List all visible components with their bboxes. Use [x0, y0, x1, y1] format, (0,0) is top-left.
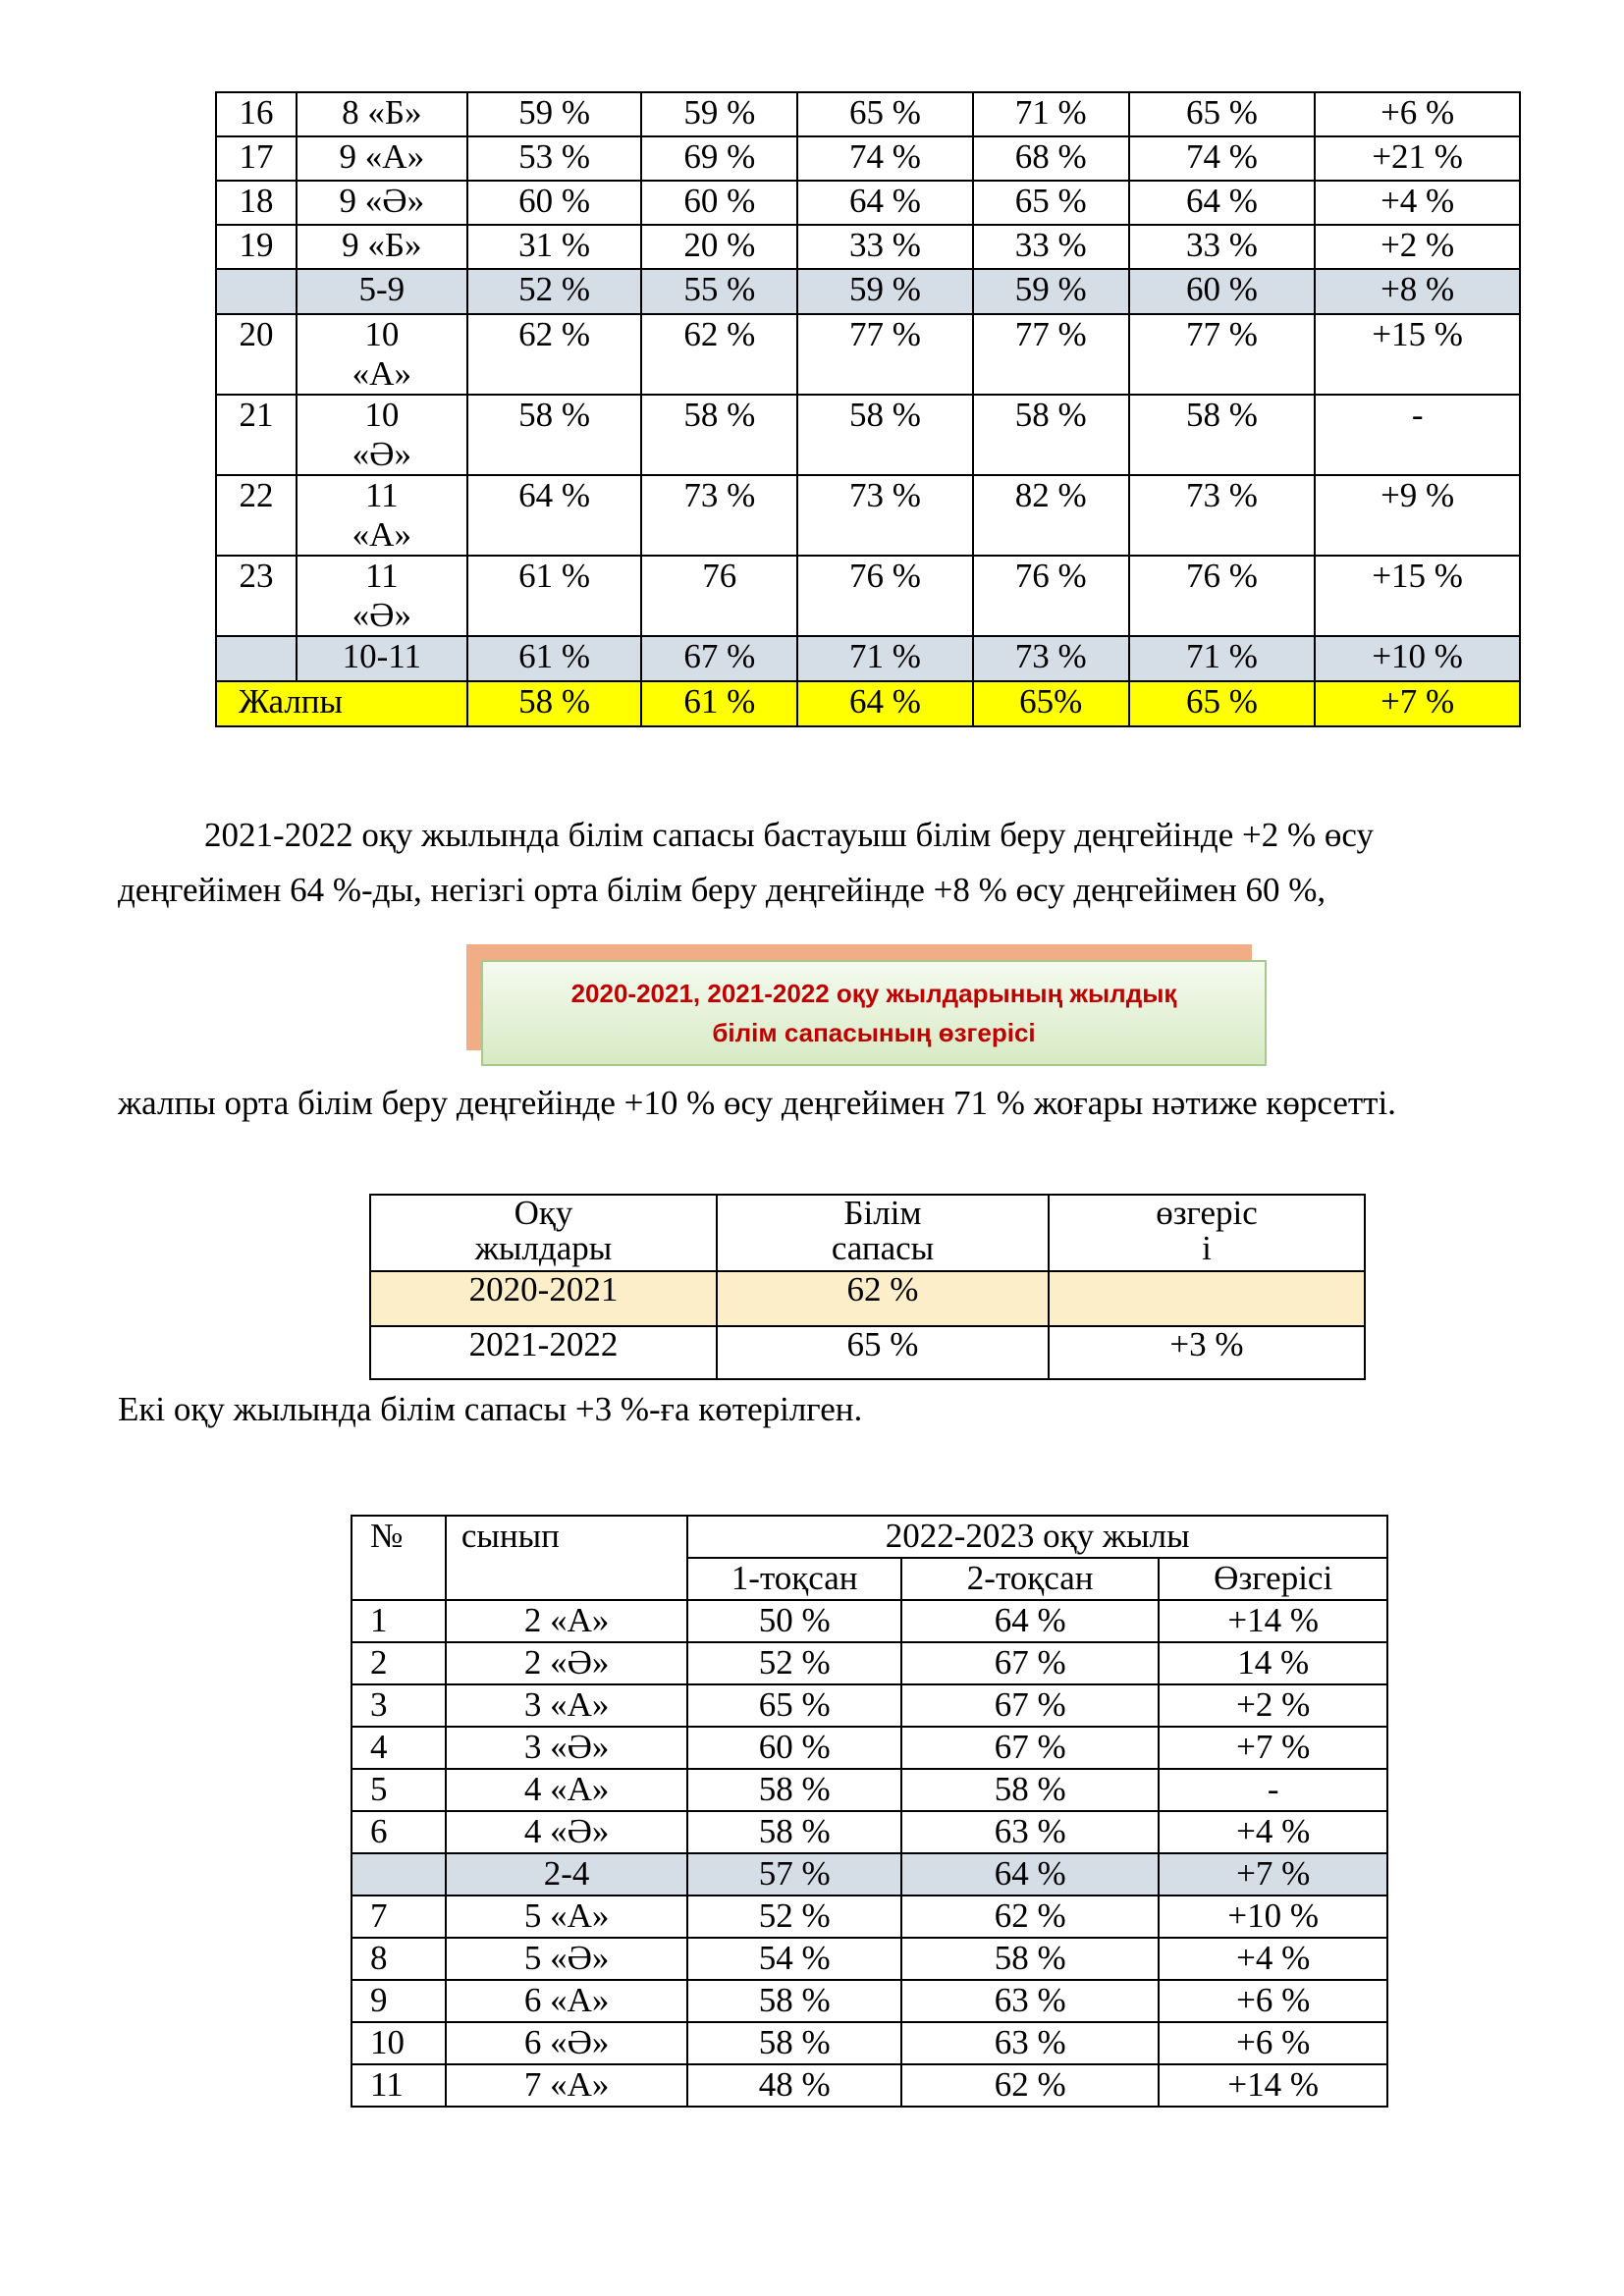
table-cell: 17	[216, 136, 297, 181]
table-cell: 14 %	[1159, 1642, 1387, 1684]
table-cell	[216, 636, 297, 681]
table-cell: 73 %	[973, 636, 1129, 681]
table-cell: -	[1315, 395, 1520, 475]
summary-line-2: деңгейімен 64 %-ды, негізгі орта білім беру деңгейінде +8 % өсу деңгейімен 60 %,	[118, 871, 1326, 909]
table-cell: 8	[352, 1938, 446, 1980]
table-row	[216, 475, 1520, 556]
table-row	[352, 1980, 1387, 2022]
table-cell: 60 %	[467, 181, 642, 225]
table-cell: 5 «Ә»	[446, 1938, 688, 1980]
table-cell: 64 %	[467, 475, 642, 556]
table-cell: 58 %	[1129, 395, 1316, 475]
table-cell: 2 «Ә»	[446, 1642, 688, 1684]
table-cell: 69 %	[641, 136, 797, 181]
table-cell: 9	[352, 1980, 446, 2022]
table-cell: 61 %	[641, 681, 797, 726]
table-cell: 58 %	[973, 395, 1129, 475]
table-row	[216, 314, 1520, 395]
table-cell: 71 %	[973, 92, 1129, 136]
table-cell: 61 %	[467, 636, 642, 681]
table-cell: 9 «Б»	[297, 225, 467, 269]
table-cell: 3 «Ә»	[446, 1727, 688, 1769]
table-cell: 71 %	[797, 636, 973, 681]
table-cell: 7 «А»	[446, 2064, 688, 2107]
subtotal-row	[216, 269, 1520, 314]
table-cell: 5 «А»	[446, 1896, 688, 1938]
table-cell: +14 %	[1159, 2064, 1387, 2107]
table-cell: 59 %	[467, 92, 642, 136]
table-row	[352, 1684, 1387, 1727]
table-cell: 60 %	[687, 1727, 901, 1769]
table-cell: 33 %	[1129, 225, 1316, 269]
table-cell: 77 %	[797, 314, 973, 395]
table-cell: 82 %	[973, 475, 1129, 556]
table-cell: 33 %	[797, 225, 973, 269]
table-cell	[352, 1853, 446, 1896]
table-cell	[1049, 1271, 1365, 1326]
table-cell: 73 %	[641, 475, 797, 556]
table-cell: 3	[352, 1684, 446, 1727]
table-cell: 65 %	[1129, 681, 1316, 726]
table-cell: 4 «А»	[446, 1769, 688, 1811]
table-cell: 5-9	[297, 269, 467, 314]
table-cell: 76 %	[1129, 556, 1316, 636]
header-change: өзгеріс і	[1049, 1195, 1365, 1271]
table-cell: 59 %	[973, 269, 1129, 314]
table-cell	[216, 269, 297, 314]
header-number: №	[352, 1516, 446, 1600]
chart-title-callout	[481, 960, 1267, 1066]
table-row	[352, 1600, 1387, 1642]
summary-paragraph-3: Екі оқу жылында білім сапасы +3 %-ға көтерілген.	[118, 1390, 863, 1428]
table-cell: 9 «А»	[297, 136, 467, 181]
table-cell: 64 %	[797, 681, 973, 726]
table-cell: 10	[352, 2022, 446, 2064]
table-cell: 52 %	[687, 1642, 901, 1684]
quality-table-grades-8-11	[215, 91, 1521, 727]
table-cell: 58 %	[901, 1938, 1159, 1980]
header-class: сынып	[446, 1516, 688, 1600]
table-cell: 61 %	[467, 556, 642, 636]
table-cell: 11 «А»	[297, 475, 467, 556]
table-cell: 73 %	[1129, 475, 1316, 556]
table-row	[352, 1896, 1387, 1938]
table-cell: 10-11	[297, 636, 467, 681]
table-cell: 58 %	[641, 395, 797, 475]
table-cell: 23	[216, 556, 297, 636]
subtotal-row	[216, 636, 1520, 681]
table-cell: +8 %	[1315, 269, 1520, 314]
table-row	[216, 136, 1520, 181]
table-row	[216, 556, 1520, 636]
table-cell: 58 %	[687, 1769, 901, 1811]
table-cell: 1	[352, 1600, 446, 1642]
table-row	[352, 1811, 1387, 1853]
table-cell: 62 %	[717, 1271, 1049, 1326]
table-cell: 76 %	[797, 556, 973, 636]
table-cell: 67 %	[901, 1684, 1159, 1727]
table-cell: 64 %	[901, 1853, 1159, 1896]
table-cell: 6 «А»	[446, 1980, 688, 2022]
callout-line-2: білім сапасының өзгерісі	[712, 1018, 1036, 1047]
table-cell: 18	[216, 181, 297, 225]
table-cell: 2-4	[446, 1853, 688, 1896]
table-row	[352, 1938, 1387, 1980]
table-cell: 2 «А»	[446, 1600, 688, 1642]
table-cell: +10 %	[1159, 1896, 1387, 1938]
table-cell: +15 %	[1315, 314, 1520, 395]
table-cell: 58 %	[467, 395, 642, 475]
subtotal-row	[352, 1853, 1387, 1896]
quarterly-quality-table	[351, 1515, 1388, 2108]
table-cell: 59 %	[641, 92, 797, 136]
table-cell: 63 %	[901, 1980, 1159, 2022]
table-cell: 64 %	[1129, 181, 1316, 225]
table-cell: 58 %	[687, 1980, 901, 2022]
table-cell: 57 %	[687, 1853, 901, 1896]
table-cell: 4	[352, 1727, 446, 1769]
table-cell: 31 %	[467, 225, 642, 269]
table-cell: 16	[216, 92, 297, 136]
table-cell: Жалпы	[216, 681, 467, 726]
table-cell: 3 «А»	[446, 1684, 688, 1727]
table-cell: 4 «Ә»	[446, 1811, 688, 1853]
table-cell: +6 %	[1159, 1980, 1387, 2022]
table-cell: 7	[352, 1896, 446, 1938]
table-cell: 65 %	[973, 181, 1129, 225]
table-row	[370, 1326, 1365, 1379]
table-cell: 76 %	[973, 556, 1129, 636]
table-cell: 8 «Б»	[297, 92, 467, 136]
table-cell: 63 %	[901, 2022, 1159, 2064]
table-cell: +2 %	[1315, 225, 1520, 269]
header-year: 2022-2023 оқу жылы	[687, 1516, 1387, 1558]
table-cell: +7 %	[1159, 1853, 1387, 1896]
callout-line-1: 2020-2021, 2021-2022 оқу жылдарының жылдық	[570, 979, 1177, 1008]
table-cell: 62 %	[901, 1896, 1159, 1938]
table-cell: 58 %	[467, 681, 642, 726]
table-cell: 77 %	[1129, 314, 1316, 395]
table-cell: 65 %	[717, 1326, 1049, 1379]
table-row	[352, 2064, 1387, 2107]
table-cell: +3 %	[1049, 1326, 1365, 1379]
table-cell: +21 %	[1315, 136, 1520, 181]
table-cell: 58 %	[901, 1769, 1159, 1811]
summary-paragraph-1	[118, 808, 1542, 918]
table-cell: 65 %	[797, 92, 973, 136]
header-quarter-2: 2-тоқсан	[901, 1558, 1159, 1600]
table-cell: +2 %	[1159, 1684, 1387, 1727]
header-change: Өзгерісі	[1159, 1558, 1387, 1600]
table-cell: 62 %	[641, 314, 797, 395]
table-cell: +4 %	[1159, 1938, 1387, 1980]
table-cell: 10 «А»	[297, 314, 467, 395]
table-cell: +9 %	[1315, 475, 1520, 556]
table-cell: 65%	[973, 681, 1129, 726]
summary-line-1: 2021-2022 оқу жылында білім сапасы бастауыш білім беру деңгейінде +2 % өсу	[204, 816, 1374, 854]
table-row	[216, 92, 1520, 136]
table-cell: 60 %	[1129, 269, 1316, 314]
table-cell: 67 %	[901, 1727, 1159, 1769]
table-cell: +7 %	[1159, 1727, 1387, 1769]
table-cell: -	[1159, 1769, 1387, 1811]
table-cell: 77 %	[973, 314, 1129, 395]
table-cell: 76	[641, 556, 797, 636]
table-cell: +10 %	[1315, 636, 1520, 681]
table-cell: 50 %	[687, 1600, 901, 1642]
table-cell: 58 %	[687, 2022, 901, 2064]
total-row	[216, 681, 1520, 726]
table-row	[216, 395, 1520, 475]
table-cell: 60 %	[641, 181, 797, 225]
header-quality: Білім сапасы	[717, 1195, 1049, 1271]
table-cell: 2020-2021	[370, 1271, 717, 1326]
yearly-quality-table	[369, 1194, 1366, 1380]
table-cell: 55 %	[641, 269, 797, 314]
table-cell: 2	[352, 1642, 446, 1684]
table-cell: 10 «Ә»	[297, 395, 467, 475]
table-cell: +4 %	[1315, 181, 1520, 225]
table-cell: 71 %	[1129, 636, 1316, 681]
table-cell: 6 «Ә»	[446, 2022, 688, 2064]
table-cell: 65 %	[687, 1684, 901, 1727]
table-cell: 64 %	[901, 1600, 1159, 1642]
table-cell: 58 %	[797, 395, 973, 475]
table-row	[352, 1727, 1387, 1769]
table-cell: 6	[352, 1811, 446, 1853]
table-cell: +14 %	[1159, 1600, 1387, 1642]
table-cell: 52 %	[687, 1896, 901, 1938]
table-cell: 67 %	[641, 636, 797, 681]
table-cell: +6 %	[1315, 92, 1520, 136]
table-cell: 5	[352, 1769, 446, 1811]
table-cell: 73 %	[797, 475, 973, 556]
table-cell: +7 %	[1315, 681, 1520, 726]
table-row	[352, 1769, 1387, 1811]
table-cell: 58 %	[687, 1811, 901, 1853]
table-cell: 22	[216, 475, 297, 556]
header-quarter-1: 1-тоқсан	[687, 1558, 901, 1600]
table-cell: 19	[216, 225, 297, 269]
table-cell: 48 %	[687, 2064, 901, 2107]
table-cell: +15 %	[1315, 556, 1520, 636]
summary-paragraph-2: жалпы орта білім беру деңгейінде +10 % өсу деңгейімен 71 % жоғары нәтиже көрсетті.	[118, 1084, 1396, 1122]
table-cell: +6 %	[1159, 2022, 1387, 2064]
table-row	[352, 1642, 1387, 1684]
table-cell: 53 %	[467, 136, 642, 181]
table-cell: 63 %	[901, 1811, 1159, 1853]
table-cell: 33 %	[973, 225, 1129, 269]
table-cell: 11	[352, 2064, 446, 2107]
table-cell: 67 %	[901, 1642, 1159, 1684]
table-cell: 65 %	[1129, 92, 1316, 136]
table-cell: 52 %	[467, 269, 642, 314]
table-cell: 2021-2022	[370, 1326, 717, 1379]
table-cell: +4 %	[1159, 1811, 1387, 1853]
table-cell: 11 «Ә»	[297, 556, 467, 636]
table-row	[370, 1271, 1365, 1326]
table-cell: 62 %	[901, 2064, 1159, 2107]
table-cell: 20	[216, 314, 297, 395]
table-cell: 20 %	[641, 225, 797, 269]
table-cell: 59 %	[797, 269, 973, 314]
table-cell: 74 %	[1129, 136, 1316, 181]
table-row	[216, 225, 1520, 269]
table-cell: 68 %	[973, 136, 1129, 181]
header-years: Оқу жылдары	[370, 1195, 717, 1271]
table-cell: 21	[216, 395, 297, 475]
table-cell: 64 %	[797, 181, 973, 225]
table-row	[216, 181, 1520, 225]
table-cell: 74 %	[797, 136, 973, 181]
table-cell: 62 %	[467, 314, 642, 395]
table-row	[352, 2022, 1387, 2064]
table-cell: 54 %	[687, 1938, 901, 1980]
table-cell: 9 «Ә»	[297, 181, 467, 225]
